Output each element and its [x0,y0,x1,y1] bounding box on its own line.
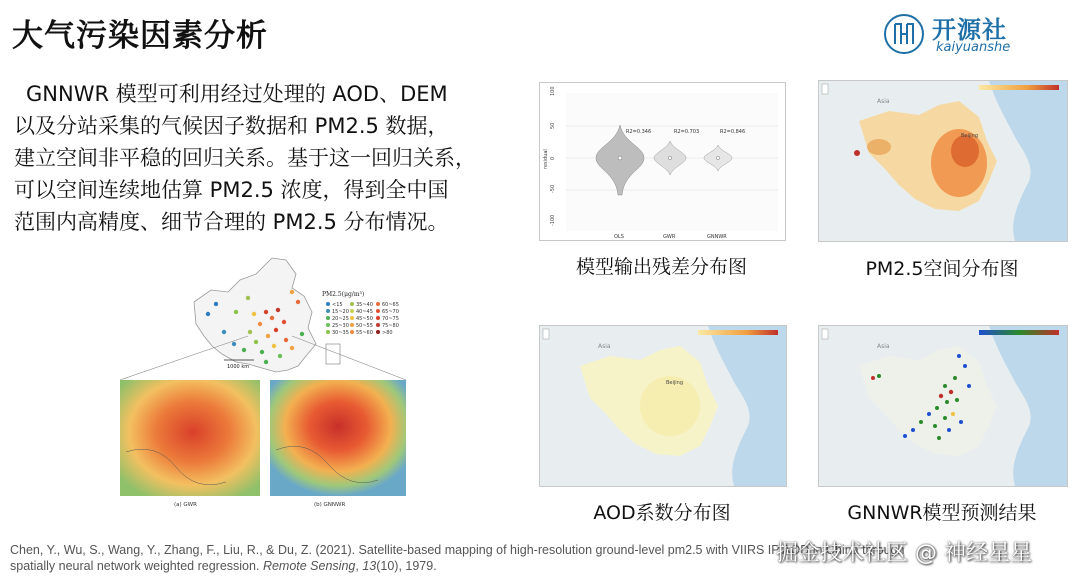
legend-item: 35~40 [356,302,373,308]
map-zoom-control[interactable] [822,329,828,339]
r2-gnnwr: R2=0.846 [720,129,746,135]
intro-line: GNNWR 模型可利用经过处理的 AOD、DEM [26,82,448,106]
map-label-asia: Asia [877,98,890,105]
r2-ols: R2=0.346 [626,129,652,135]
panel-a-label: (a) GWR [174,502,197,508]
xtick-gnnwr: GNNWR [707,234,727,240]
scale-label: 1000 km [227,364,250,370]
legend-item: 45~50 [356,316,373,322]
gwr-heatmap [120,380,260,496]
legend-item: 70~75 [382,316,399,322]
kaiyuanshe-logo-icon [882,12,926,56]
legend-item: 15~20 [332,309,349,315]
legend-item: 40~45 [356,309,373,315]
legend-item: <15 [332,302,343,308]
intro-line: 可以空间连续地估算 PM2.5 浓度，得到全中国 [14,178,449,202]
intro-paragraph [14,78,534,238]
intro-line: 以及分站采集的气候因子数据和 PM2.5 数据， [14,114,449,138]
citation-title-tail: spatially neural network weighted regression. [10,559,260,573]
citation [10,542,905,574]
map-zoom-control[interactable] [543,329,549,339]
ytick: 100 [550,86,556,96]
legend-item: 75~80 [382,323,399,329]
slide-title: 大气污染因素分析 [12,18,268,54]
citation-line-2: spatially neural network weighted regression. Remote Sensing, 13(10), 1979. [10,559,437,573]
map-label-asia: Asia [877,343,890,350]
gnnwr-map-panel [818,325,1068,487]
legend-item: 25~30 [332,323,349,329]
citation-volume: 13 [362,559,377,573]
panel-b-label: (b) GNNWR [314,502,346,508]
brand-subtitle: kaiyuanshe [936,40,1011,55]
legend-item: 20~25 [332,316,349,322]
caption-pm25: PM2.5空间分布图 [865,258,1019,280]
map-label-beijing: Beijing [666,380,684,386]
map-zoom-control[interactable] [822,84,828,94]
legend-item: 55~60 [356,330,373,336]
legend-item: 30~35 [332,330,349,336]
ytick: 50 [550,122,556,129]
caption-gnnwr: GNNWR模型预测结果 [847,502,1037,524]
legend-item: >80 [382,330,393,336]
aod-map-panel [539,325,787,487]
citation-line-1: Chen, Y., Wu, S., Wang, Y., Zhang, F., Liu, R., & Du, Z. (2021). Satellite-based mapping of high-resolution ground-level pm2.5 with VIIRS IP AOD in China through [10,543,905,557]
legend-item: 50~55 [356,323,373,329]
r2-gwr: R2=0.703 [674,129,700,135]
legend-item: 65~70 [382,309,399,315]
station-map-svg [116,252,412,514]
xtick-gwr: GWR [663,234,676,240]
station-legend [326,302,399,336]
watermark: 掘金技术社区 @ 神经星星 [776,541,1032,566]
map-label-beijing: Beijing [961,133,979,139]
residual-yticks [550,86,556,226]
citation-issue-pages: (10), 1979. [376,559,437,573]
residual-violin-chart [540,83,785,240]
residual-ylabel: residual [543,149,549,169]
map-label-asia: Asia [598,343,611,350]
station-legend-title: PM2.5(μg/m³) [322,291,365,298]
ytick: -50 [550,184,556,193]
station-map-figure [116,252,412,514]
xtick-ols: OLS [614,234,624,240]
brand-name: 开源社 [932,16,1007,44]
intro-line: 建立空间非平稳的回归关系。基于这一回归关系， [14,146,476,170]
caption-aod: AOD系数分布图 [593,502,731,524]
ytick: -100 [550,214,556,226]
intro-line: 范围内高精度、细节合理的 PM2.5 分布情况。 [14,210,449,234]
brand-logo-block [882,8,1072,58]
residual-plot-panel [539,82,786,241]
citation-journal: Remote Sensing [262,559,356,573]
ytick: 0 [550,156,556,160]
pm25-map-panel [818,80,1068,242]
legend-item: 60~65 [382,302,399,308]
caption-residual: 模型输出残差分布图 [575,256,747,278]
gnnwr-heatmap [270,380,406,496]
